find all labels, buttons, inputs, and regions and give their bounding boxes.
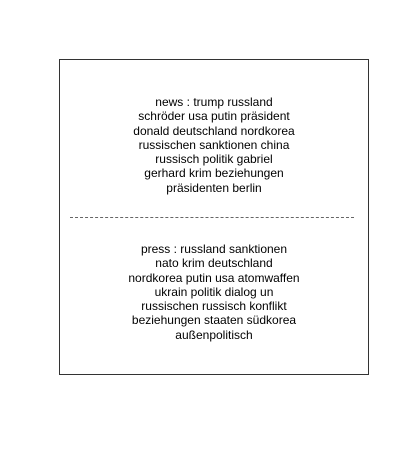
news-topic-line-3: donald deutschland nordkorea (133, 123, 295, 138)
dashed-divider (70, 217, 354, 218)
press-topic-line-7: außenpolitisch (175, 327, 253, 342)
news-topic-line-1: news : trump russland (155, 95, 273, 109)
press-topic-line-6: beziehungen staaten südkorea (131, 313, 297, 328)
news-topic-line-5: russisch politik gabriel (155, 152, 273, 167)
news-topic-block (60, 95, 368, 195)
news-topic-line-2: schröder usa putin präsident (138, 109, 290, 124)
press-topic-line-2: nato krim deutschland (155, 256, 273, 271)
news-topic-line-6: gerhard krim beziehungen (144, 166, 284, 181)
news-topic-line-4: russischen sanktionen china (138, 137, 290, 152)
press-topic-line-5: russischen russisch konflikt (141, 299, 287, 314)
topic-comparison-box (59, 59, 369, 375)
press-topic-line-1: press : russland sanktionen (140, 242, 288, 256)
press-topic-line-3: nordkorea putin usa atomwaffen (128, 270, 300, 285)
press-topic-line-4: ukrain politik dialog un (154, 284, 274, 299)
news-topic-line-7: präsidenten berlin (166, 180, 262, 195)
press-topic-block (60, 242, 368, 342)
